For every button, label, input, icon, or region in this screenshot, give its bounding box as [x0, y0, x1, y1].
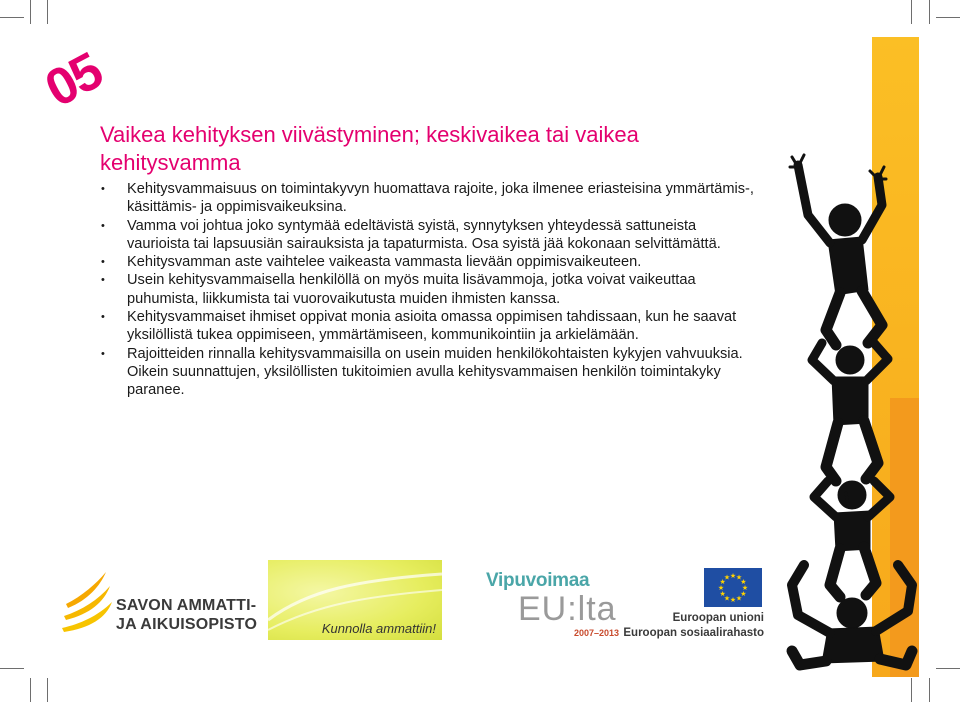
- crop-mark: [30, 678, 31, 702]
- list-item: • Vamma voi johtua joko syntymää edeltävistä syistä, synnytyksen yhteydessä sattuneista vaurioista tai lapsuusiän sairauksista ja tapaturmista. Osa syistä jää kokonaan selvittämättä.: [100, 217, 760, 254]
- bullet-list: [100, 180, 760, 400]
- crop-mark: [936, 17, 960, 18]
- list-item: • Usein kehitysvammaisella henkilöllä on myös muita lisävammoja, jotka voivat vaikeuttaa puhumista, liikkumista tai vuorovaikutusta muiden ihmisten kanssa.: [100, 271, 760, 308]
- list-item: • Kehitysvammaiset ihmiset oppivat monia asioita omassa oppimisen tahdissaan, kun he saavat yksilöllistä tukea oppimiseen, ymmärtämiseen, kommunikointiin ja arkielämään.: [100, 308, 760, 345]
- savon-logo-line: SAVON AMMATTI-: [116, 597, 257, 614]
- eu-star-icon: ★: [735, 574, 743, 582]
- eu-star-icon: ★: [723, 595, 731, 603]
- eu-star-icon: ★: [729, 573, 737, 580]
- crop-mark: [0, 17, 24, 18]
- stacked-figures-illustration: [770, 145, 930, 675]
- kunnolla-logo-text: Kunnolla ammattiin!: [321, 621, 436, 636]
- vipuvoimaa-logo: [484, 570, 624, 645]
- eu-logo-line: Euroopan unioni: [672, 612, 764, 624]
- page-title: Vaikea kehityksen viivästyminen; keskivaikea tai vaikea kehitysvamma: [100, 122, 639, 175]
- crop-mark: [936, 668, 960, 669]
- crop-mark: [929, 0, 930, 24]
- vipuvoimaa-logo-line: Vipuvoimaa: [486, 570, 590, 591]
- eu-star-icon: ★: [740, 591, 747, 598]
- eu-star-icon: ★: [719, 579, 726, 586]
- eu-star-icon: ★: [723, 574, 731, 582]
- crop-mark: [929, 678, 930, 702]
- eu-logo: [623, 568, 770, 648]
- eu-logo-line: Euroopan sosiaalirahasto: [623, 627, 764, 639]
- crop-mark: [911, 678, 912, 702]
- savon-logo-line: JA AIKUISOPISTO: [116, 616, 258, 633]
- crop-mark: [0, 668, 24, 669]
- crop-mark: [47, 0, 48, 24]
- eu-flag-icon: [704, 568, 762, 607]
- kunnolla-logo: [268, 560, 442, 640]
- vipuvoimaa-logo-years: 2007–2013: [574, 628, 620, 638]
- eu-star-icon: ★: [740, 579, 747, 586]
- eu-star-icon: ★: [719, 591, 726, 598]
- crop-mark: [30, 0, 31, 24]
- eu-star-icon: ★: [741, 585, 749, 592]
- savon-swoosh-icon: [60, 570, 120, 650]
- chapter-number: 05: [36, 42, 111, 119]
- vipuvoimaa-logo-line: EU:lta: [518, 590, 617, 628]
- crop-mark: [47, 678, 48, 702]
- savon-logo: [60, 570, 260, 660]
- list-item: • Kehitysvamman aste vaihtelee vaikeasta vammasta lievään oppimisvaikeuteen.: [100, 253, 760, 271]
- list-item: • Rajoitteiden rinnalla kehitysvammaisilla on usein muiden henkilökohtaisten kykyjen vahvuuksia. Oikein suunnattujen, yksilöllisten tukitoimien avulla kehitysvammaisen henkilön toimintakyky paranee.: [100, 345, 760, 400]
- eu-star-icon: ★: [729, 597, 737, 604]
- eu-star-icon: ★: [717, 585, 725, 592]
- list-item: • Kehitysvammaisuus on toimintakyvyn huomattava rajoite, joka ilmenee eriasteisina ymmärtämis-, käsittämis- ja oppimisvaikeuksina.: [100, 180, 760, 217]
- crop-mark: [911, 0, 912, 24]
- eu-star-icon: ★: [735, 595, 743, 603]
